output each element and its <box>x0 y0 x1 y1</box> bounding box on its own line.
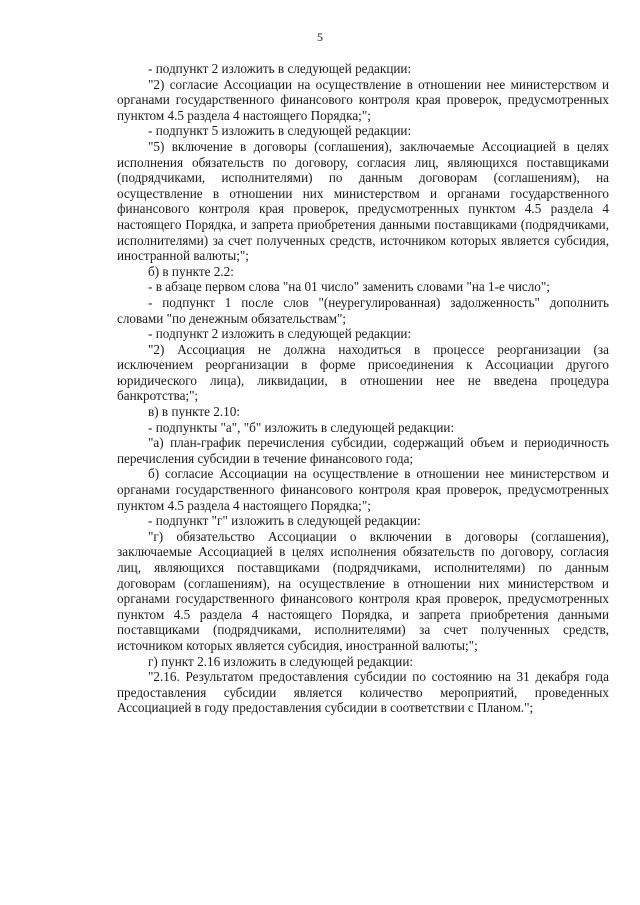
paragraph: в) в пункте 2.10: <box>148 404 241 420</box>
page-number: 5 <box>317 30 323 44</box>
paragraph: г) пункт 2.16 изложить в следующей редакции: <box>148 653 414 669</box>
paragraph: - подпункт 1 после слов "(неурегулированная) задолженность" дополнить словами "по денежным обязательствам"; <box>117 294 609 326</box>
document-body <box>117 61 609 716</box>
paragraph: - подпункт 2 изложить в следующей редакции: <box>148 61 412 76</box>
paragraph: "5) включение в договоры (соглашения), заключаемые Ассоциацией в целях исполнения обязательств по договору, согласия лиц, являющихся поставщиками (подрядчиками, исполнителями) по данным договорам (соглашениям), на осуществление в отношении них министерством и органами государственного финансового контроля края проверок, предусмотренных пунктом 4.5 раздела 4 настоящего Порядка, и запрета приобретения данными поставщиками (подрядчиками, исполнителями) за счет полученных средств, источником которых является субсидия, иностранной валюты;"; <box>117 138 609 264</box>
paragraph: б) в пункте 2.2: <box>148 263 234 279</box>
paragraph: "2) согласие Ассоциации на осуществление в отношении нее министерством и органами государственного финансового контроля края проверок, предусмотренных пунктом 4.5 раздела 4 настоящего Порядка;"; <box>117 76 609 123</box>
paragraph: б) согласие Ассоциации на осуществление в отношении нее министерством и органами государственного финансового контроля края проверок, предусмотренных пунктом 4.5 раздела 4 настоящего Порядка;"; <box>117 466 609 513</box>
paragraph: - подпункты "а", "б" изложить в следующей редакции: <box>148 419 455 435</box>
paragraph: - подпункт 5 изложить в следующей редакции: <box>148 123 412 139</box>
paragraph: "2) Ассоциация не должна находиться в процессе реорганизации (за исключением реорганизации в форме присоединения к Ассоциации другого юридического лица), ликвидации, в отношении нее не введена процедура банкротства;"; <box>117 341 609 404</box>
paragraph: - подпункт "г" изложить в следующей редакции: <box>148 513 421 529</box>
paragraph: - подпункт 2 изложить в следующей редакции: <box>148 326 412 342</box>
paragraph: - в абзаце первом слова "на 01 число" заменить словами "на 1-е число"; <box>148 279 550 295</box>
paragraph: "2.16. Результатом предоставления субсидии по состоянию на 31 декабря года предоставления субсидии является количество мероприятий, проведенных Ассоциацией в году предоставления субсидии в соответствии с Планом."; <box>117 669 609 716</box>
paragraph: "а) план-график перечисления субсидии, содержащий объем и периодичность перечисления субсидии в течение финансового года; <box>117 435 609 466</box>
paragraph: "г) обязательство Ассоциации о включении в договоры (соглашения), заключаемые Ассоциацией в целях исполнения обязательств по договору, согласия лиц, являющихся поставщиками (подрядчиками, исполнителями) по данным договорам (соглашениям), на осуществление в отношении них министерством и органами государственного финансового контроля края проверок, предусмотренных пунктом 4.5 раздела 4 настоящего Порядка, и запрета приобретения данными поставщиками (подрядчиками, исполнителями) за счет полученных средств, источником которых является субсидия, иностранной валюты;"; <box>117 528 609 653</box>
